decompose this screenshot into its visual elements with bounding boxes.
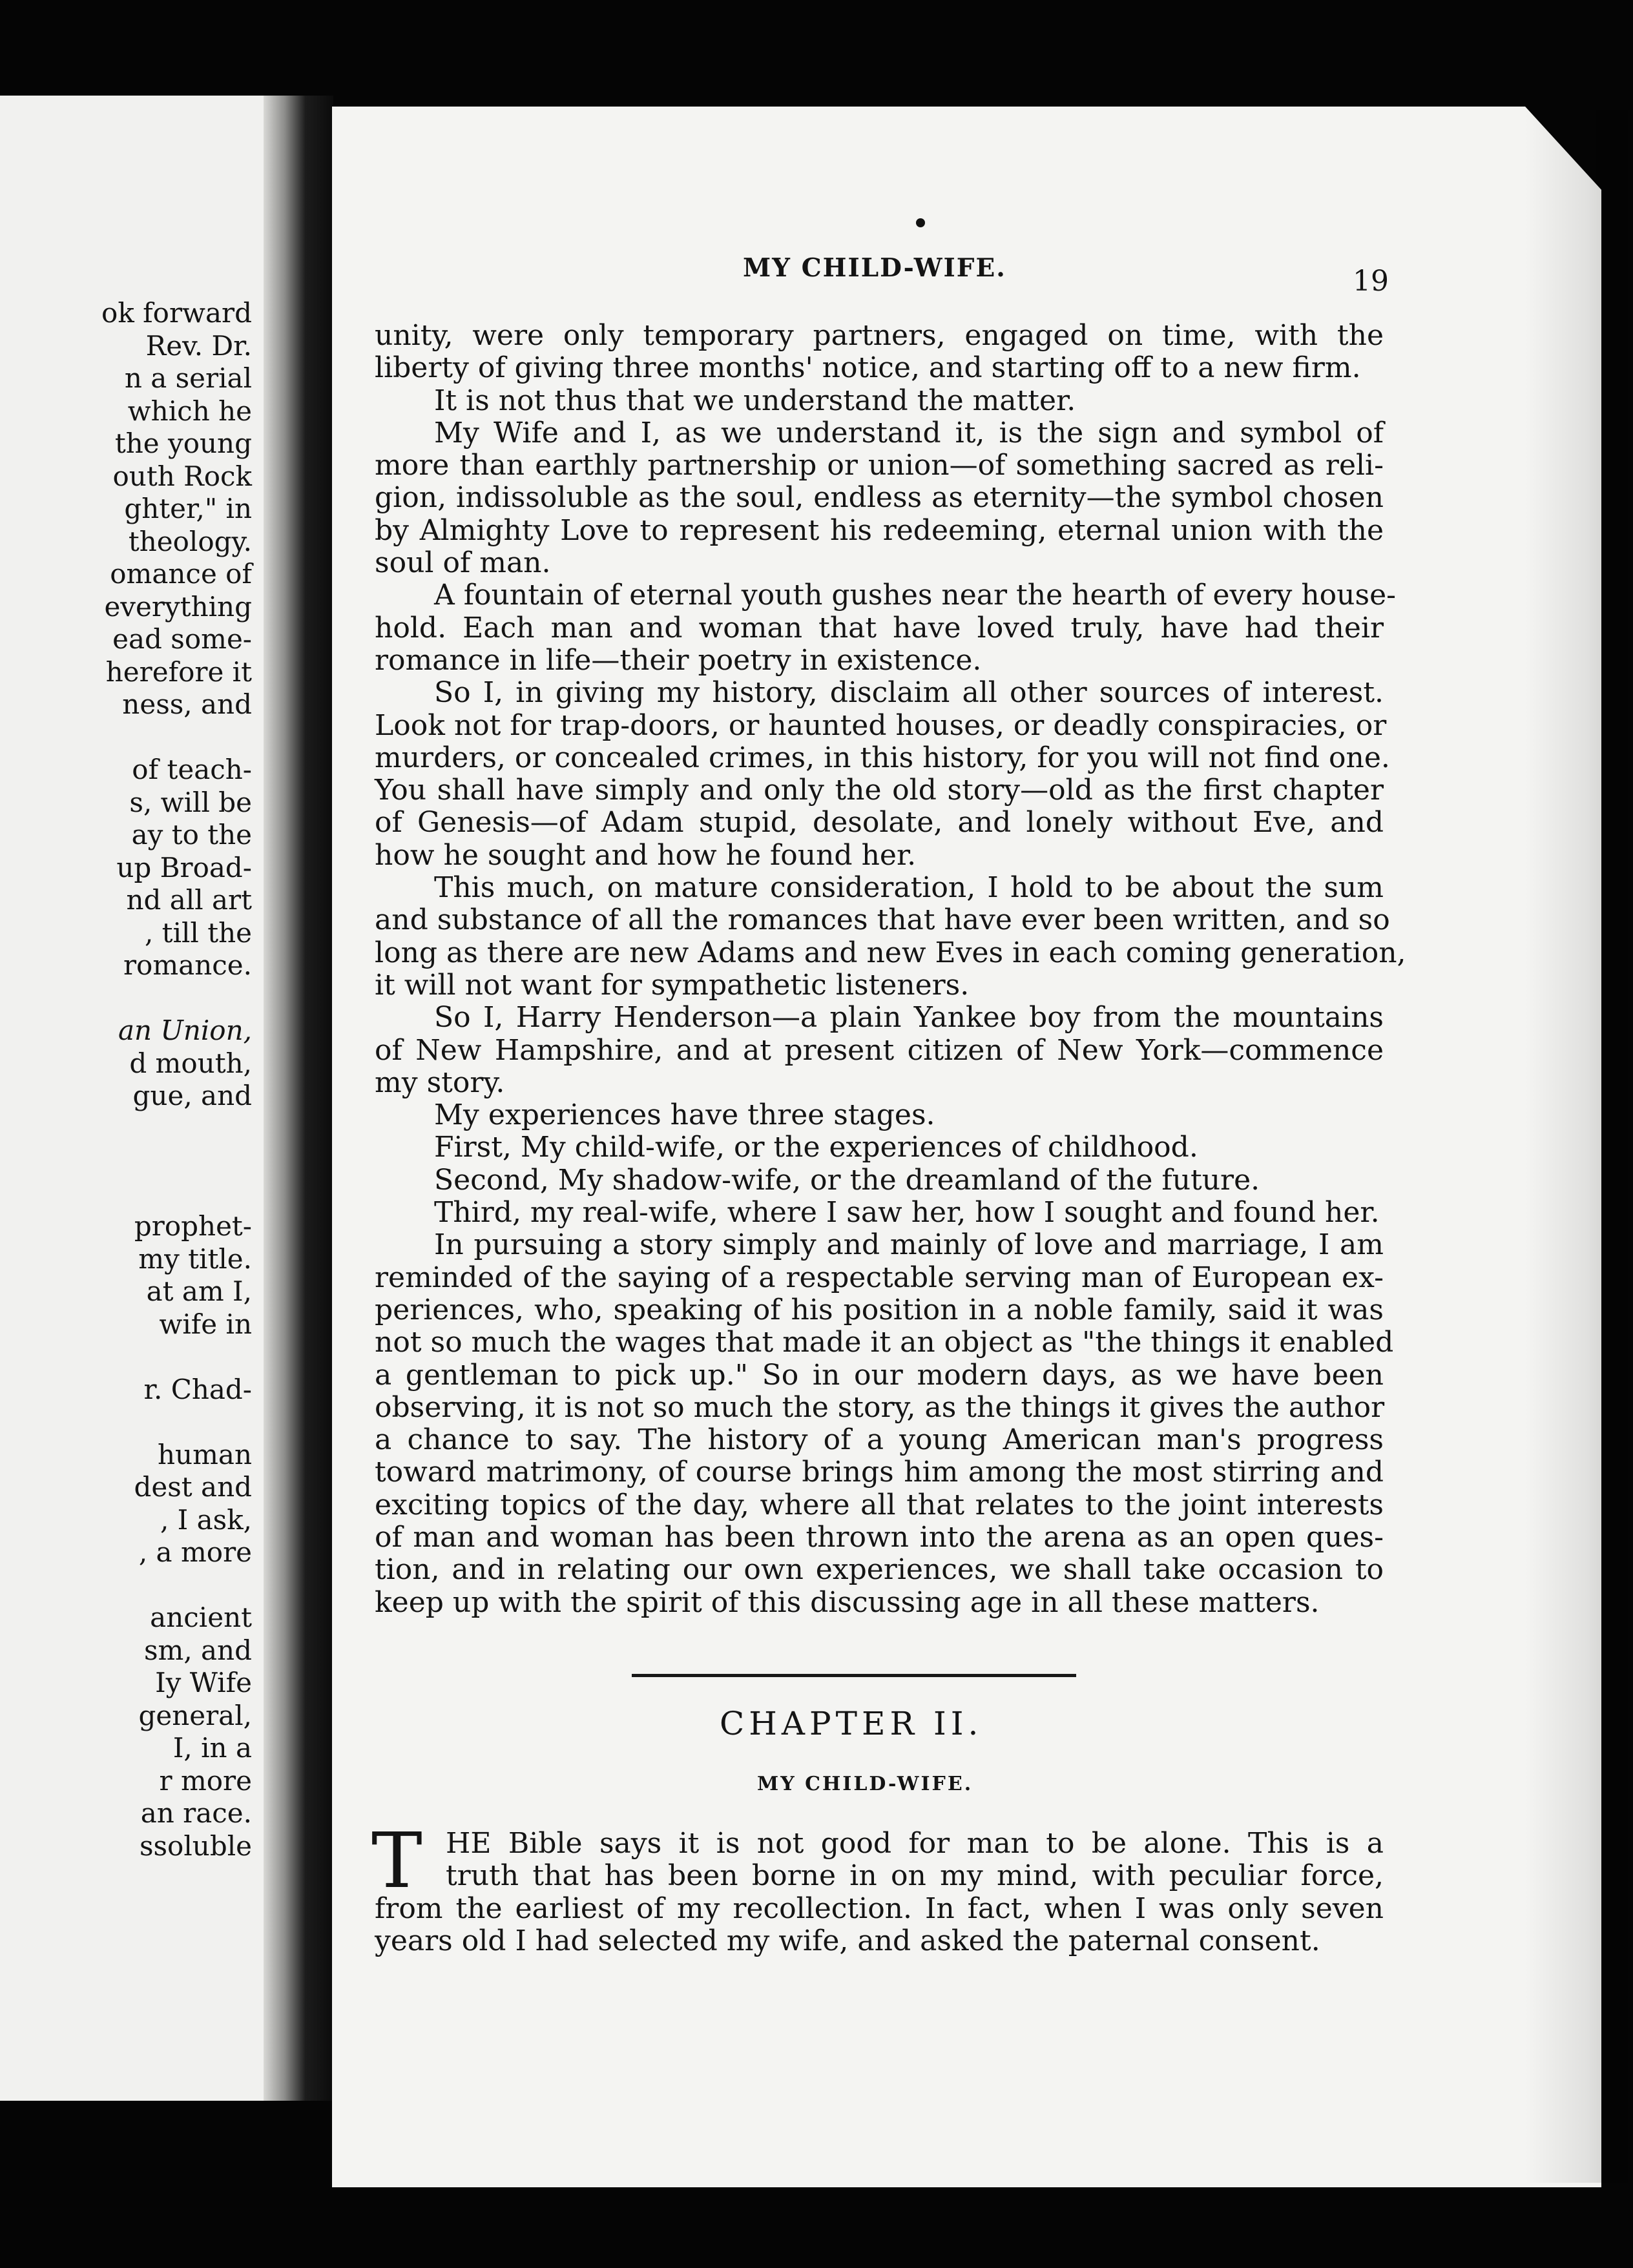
body-line: how he sought and how he found her. bbox=[375, 838, 917, 872]
left-page-line bbox=[0, 1145, 252, 1178]
body-line: Second, My shadow-wife, or the dreamland of the future. bbox=[434, 1163, 1260, 1197]
left-page-text bbox=[0, 297, 252, 1862]
chapter-line: from the earliest of my recollection. In fact, when I was only seven bbox=[375, 1892, 1384, 1925]
left-page-line: an race. bbox=[140, 1797, 252, 1829]
left-page-line bbox=[0, 1113, 252, 1146]
left-page-line: ssoluble bbox=[139, 1830, 252, 1862]
body-line: of Genesis—of Adam stupid, desolate, and lonely without Eve, and bbox=[375, 806, 1384, 840]
left-page-line: human bbox=[157, 1438, 252, 1470]
left-facing-page bbox=[0, 96, 264, 2101]
chapter-line: HE Bible says it is not good for man to be alone. This is a bbox=[446, 1827, 1384, 1860]
left-page-line: Rev. Dr. bbox=[145, 329, 252, 362]
body-line: of man and woman has been thrown into the arena as an open ques- bbox=[375, 1520, 1384, 1554]
body-line: tion, and in relating our own experiences, we shall take occasion to bbox=[375, 1553, 1384, 1587]
left-page-line: , a more bbox=[138, 1536, 252, 1568]
body-line: liberty of giving three months' notice, and starting off to a new firm. bbox=[375, 351, 1361, 385]
left-page-line bbox=[0, 982, 252, 1015]
left-page-line: omance of bbox=[110, 558, 252, 590]
left-page-line: sm, and bbox=[143, 1634, 252, 1666]
body-line: reminded of the saying of a respectable serving man of European ex- bbox=[375, 1261, 1384, 1294]
left-page-line: everything bbox=[104, 590, 252, 623]
chapter-subtitle: MY CHILD-WIFE. bbox=[757, 1773, 973, 1795]
left-page-line: ghter," in bbox=[124, 493, 252, 524]
drop-cap: T bbox=[371, 1816, 422, 1905]
left-page-line bbox=[0, 1569, 252, 1602]
left-page-line: I, in a bbox=[172, 1732, 252, 1764]
body-line: a gentleman to pick up." So in our modern days, as we have been bbox=[375, 1358, 1384, 1392]
body-line: A fountain of eternal youth gushes near the hearth of every house- bbox=[434, 579, 1396, 612]
body-line: more than earthly partnership or union—of something sacred as reli- bbox=[375, 449, 1384, 482]
body-line: First, My child-wife, or the experiences of childhood. bbox=[434, 1131, 1198, 1164]
left-page-line bbox=[0, 1406, 252, 1439]
left-page-line: gue, and bbox=[132, 1080, 252, 1111]
body-line: and substance of all the romances that have ever been written, and so bbox=[375, 903, 1390, 937]
left-page-line: ness, and bbox=[122, 688, 252, 720]
ink-dot bbox=[916, 218, 925, 227]
body-line: not so much the wages that made it an object as "the things it enabled bbox=[375, 1326, 1394, 1359]
left-page-line: , till the bbox=[144, 916, 252, 949]
left-page-line: which he bbox=[127, 395, 252, 427]
left-page-line: Iy Wife bbox=[155, 1667, 252, 1698]
left-page-line: outh Rock bbox=[112, 460, 252, 492]
left-page-line: general, bbox=[138, 1699, 252, 1731]
body-line: murders, or concealed crimes, in this history, for you will not find one. bbox=[375, 741, 1390, 774]
left-page-line: dest and bbox=[134, 1471, 252, 1503]
body-line: My experiences have three stages. bbox=[434, 1098, 935, 1132]
left-page-line: at am I, bbox=[146, 1275, 252, 1307]
body-line: So I, in giving my history, disclaim all other sources of interest. bbox=[434, 676, 1384, 710]
chapter-rule bbox=[632, 1674, 1076, 1677]
left-page-line: ancient bbox=[150, 1602, 252, 1633]
body-line: gion, indissoluble as the soul, endless as eternity—the symbol chosen bbox=[375, 481, 1384, 515]
left-page-line: the young bbox=[114, 428, 252, 459]
body-line: exciting topics of the day, where all that relates to the joint interests bbox=[375, 1488, 1384, 1521]
chapter-line: years old I had selected my wife, and asked the paternal consent. bbox=[375, 1924, 1320, 1957]
left-page-line: of teach- bbox=[132, 754, 252, 785]
body-line: Look not for trap-doors, or haunted houses, or deadly conspiracies, or bbox=[375, 708, 1387, 742]
left-page-line: n a serial bbox=[124, 362, 252, 394]
body-line: keep up with the spirit of this discussing age in all these matters. bbox=[375, 1585, 1320, 1619]
left-page-line: , I ask, bbox=[160, 1503, 252, 1536]
left-page-line: prophet- bbox=[134, 1210, 252, 1242]
chapter-title: CHAPTER II. bbox=[720, 1705, 983, 1742]
left-page-line: herefore it bbox=[105, 655, 252, 688]
body-line: So I, Harry Henderson—a plain Yankee boy from the mountains bbox=[434, 1001, 1384, 1035]
chapter-line: truth that has been borne in on my mind, with peculiar force, bbox=[446, 1859, 1384, 1893]
book-gutter bbox=[264, 96, 333, 2101]
left-page-line: s, will be bbox=[129, 786, 252, 818]
running-head: MY CHILD-WIFE. bbox=[743, 253, 1006, 283]
body-line: by Almighty Love to represent his redeeming, eternal union with the bbox=[375, 513, 1384, 547]
left-page-line bbox=[0, 1341, 252, 1374]
body-line: of New Hampshire, and at present citizen of New York—commence bbox=[375, 1033, 1384, 1067]
body-line: romance in life—their poetry in existence. bbox=[375, 643, 982, 677]
body-line: unity, were only temporary partners, engaged on time, with the bbox=[375, 319, 1384, 352]
body-line: You shall have simply and only the old story—old as the first chapter bbox=[375, 774, 1384, 807]
body-line: a chance to say. The history of a young American man's progress bbox=[375, 1423, 1384, 1457]
body-text bbox=[375, 319, 1406, 1619]
left-page-line: ay to the bbox=[131, 819, 252, 850]
left-page-line: wife in bbox=[159, 1308, 252, 1340]
left-page-line: my title. bbox=[138, 1242, 252, 1275]
body-line: In pursuing a story simply and mainly of love and marriage, I am bbox=[434, 1228, 1384, 1262]
body-line: toward matrimony, of course brings him among the most stirring and bbox=[375, 1456, 1384, 1489]
body-line: observing, it is not so much the story, as the things it gives the author bbox=[375, 1390, 1385, 1424]
left-page-line bbox=[0, 721, 252, 754]
left-page-line: ead some- bbox=[112, 623, 252, 655]
chapter-text bbox=[375, 1828, 1384, 1957]
left-page-line: ok forward bbox=[101, 297, 252, 329]
left-page-line: nd all art bbox=[126, 884, 252, 916]
body-line: This much, on mature consideration, I hold to be about the sum bbox=[434, 871, 1384, 905]
left-page-line: r. Chad- bbox=[143, 1373, 252, 1405]
body-line: My Wife and I, as we understand it, is the sign and symbol of bbox=[434, 416, 1384, 449]
left-page-line bbox=[0, 1178, 252, 1211]
left-page-line: an Union, bbox=[118, 1015, 252, 1046]
page-number: 19 bbox=[1353, 265, 1389, 298]
left-page-line: d mouth, bbox=[129, 1047, 252, 1079]
left-page-line: r more bbox=[159, 1764, 252, 1797]
body-line: hold. Each man and woman that have loved truly, have had their bbox=[375, 611, 1384, 644]
body-line: Third, my real-wife, where I saw her, how I sought and found her. bbox=[434, 1196, 1380, 1230]
left-page-line: theology. bbox=[128, 525, 252, 557]
body-line: my story. bbox=[375, 1066, 505, 1099]
body-line: it will not want for sympathetic listeners. bbox=[375, 968, 970, 1002]
left-page-line: up Broad- bbox=[116, 851, 252, 883]
body-line: periences, who, speaking of his position in a noble family, said it was bbox=[375, 1293, 1384, 1326]
body-line: soul of man. bbox=[375, 546, 551, 580]
body-line: long as there are new Adams and new Eves in each coming generation, bbox=[375, 936, 1406, 969]
left-page-line: romance. bbox=[123, 949, 252, 981]
body-line: It is not thus that we understand the matter. bbox=[434, 384, 1076, 417]
